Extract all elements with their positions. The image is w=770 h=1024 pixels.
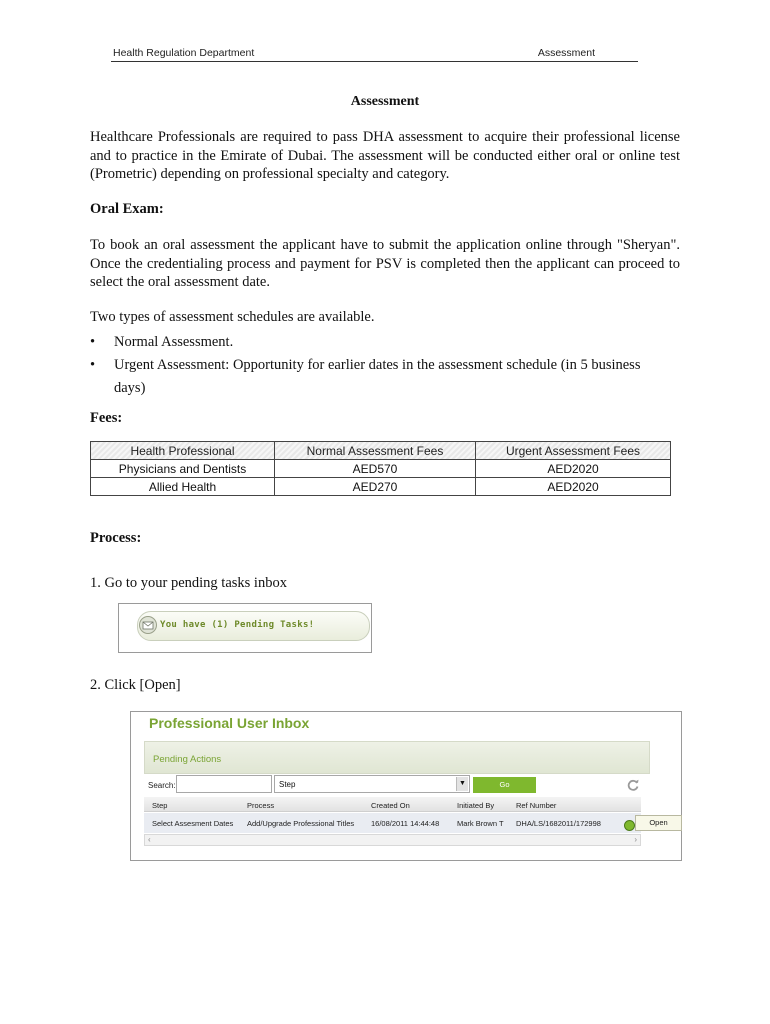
column-header[interactable]: Initiated By (457, 801, 495, 810)
table-cell: AED2020 (476, 460, 671, 478)
list-item: • Urgent Assessment: Opportunity for earlier dates in the assessment schedule (in 5 business days) (90, 354, 680, 400)
table-cell: DHA/LS/1682011/172998 (516, 819, 601, 828)
running-header (111, 46, 638, 62)
table-header-row (91, 442, 671, 460)
table-cell: Physicians and Dentists (91, 460, 275, 478)
table-cell: Mark Brown T (457, 819, 504, 828)
table-row (91, 460, 671, 478)
table-cell: Add/Upgrade Professional Titles (247, 819, 355, 828)
column-header: Health Professional (91, 442, 275, 460)
table-cell: AED270 (275, 478, 476, 496)
step-2-text: 2. Click [Open] (90, 677, 181, 693)
document-title: Assessment (350, 94, 420, 109)
list-item: • Normal Assessment. (90, 331, 680, 354)
step-select[interactable] (274, 775, 470, 793)
header-department: Health Regulation Department (113, 47, 255, 59)
open-button[interactable]: Open (635, 815, 682, 831)
inbox-screenshot (130, 711, 682, 861)
step-select-value: Step (279, 780, 296, 789)
intro-paragraph: Healthcare Professionals are required to pass DHA assessment to acquire their professional license and to practice in the Emirate of Dubai. The assessment will be conducted either oral or online test (Prometric) depending on professional specialty and category. (90, 129, 680, 182)
search-input[interactable] (176, 775, 272, 793)
go-button[interactable]: Go (473, 777, 536, 793)
open-check-icon[interactable] (624, 820, 635, 831)
column-header[interactable]: Created On (371, 801, 410, 810)
column-header: Urgent Assessment Fees (476, 442, 671, 460)
oral-exam-heading: Oral Exam: (90, 201, 164, 217)
column-header[interactable]: Ref Number (516, 801, 557, 810)
inbox-title: Professional User Inbox (149, 715, 310, 731)
inbox-grid-header (144, 797, 641, 812)
table-cell: Select Assesment Dates (152, 819, 234, 828)
column-header[interactable]: Step (152, 801, 168, 810)
step-1-text: 1. Go to your pending tasks inbox (90, 575, 287, 591)
fees-table (90, 441, 671, 496)
chevron-down-icon[interactable]: ▼ (456, 777, 468, 791)
envelope-icon (139, 616, 157, 634)
fees-heading: Fees: (90, 410, 123, 426)
schedule-list (90, 331, 680, 400)
scroll-left-icon[interactable]: ‹ (148, 835, 151, 844)
column-header[interactable]: Process (247, 801, 275, 810)
horizontal-scrollbar[interactable] (144, 834, 641, 846)
pending-actions-label: Pending Actions (153, 754, 222, 765)
table-cell: AED2020 (476, 478, 671, 496)
search-label: Search: (148, 781, 176, 790)
table-cell: AED570 (275, 460, 476, 478)
table-row[interactable] (144, 813, 641, 833)
pending-tasks-text: You have (1) Pending Tasks! (160, 620, 315, 630)
table-row (91, 478, 671, 496)
header-section: Assessment (537, 47, 595, 59)
table-cell: 16/08/2011 14:44:48 (371, 819, 440, 828)
schedules-intro: Two types of assessment schedules are available. (90, 309, 375, 325)
process-heading: Process: (90, 530, 142, 546)
refresh-icon[interactable] (626, 778, 640, 792)
table-cell: Allied Health (91, 478, 275, 496)
column-header: Normal Assessment Fees (275, 442, 476, 460)
oral-exam-paragraph: To book an oral assessment the applicant have to submit the application online through "Sheryan". Once the credentialing process and payment for PSV is completed then the applicant can proceed to select the oral assessment date. (90, 237, 680, 290)
pending-actions-bar (144, 741, 650, 774)
scroll-right-icon[interactable]: › (634, 835, 637, 844)
